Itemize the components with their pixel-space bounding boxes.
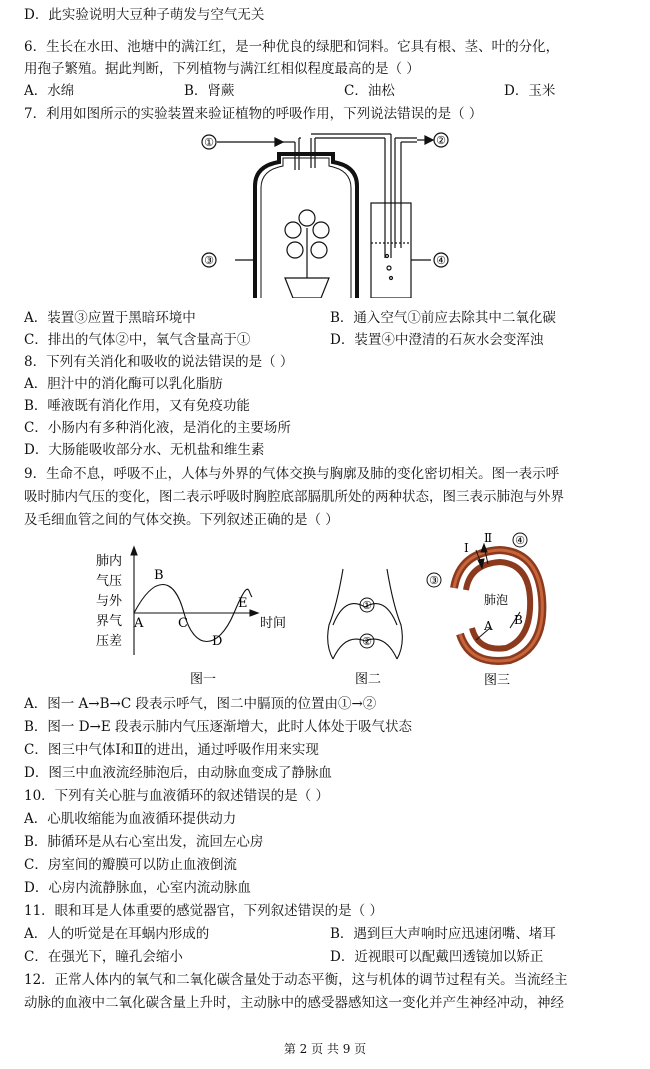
- fig1-ylabel-3: 与外: [96, 594, 123, 609]
- q11-option-c: C．在强光下，瞳孔会缩小: [24, 949, 183, 965]
- q8-option-b: B．唾液既有消化作用，又有免疫功能: [24, 398, 250, 414]
- marker-1: ①: [204, 136, 214, 149]
- q11-stem: 11．眼和耳是人体重要的感觉器官，下列叙述错误的是（ ）: [24, 903, 383, 919]
- q11-option-b: B．遇到巨大声响时应迅速闭嘴、堵耳: [330, 926, 556, 942]
- q6-option-a: A．水绵: [24, 83, 75, 99]
- fig1-xlabel: 时间: [260, 616, 287, 631]
- q5-option-d: D．此实验说明大豆种子萌发与空气无关: [24, 7, 265, 23]
- q8-option-d: D．大肠能吸收部分水、无机盐和维生素: [24, 442, 265, 458]
- q9-option-c: C．图三中气体Ⅰ和Ⅱ的进出，通过呼吸作用来实现: [24, 742, 319, 758]
- marker-2: ②: [436, 134, 446, 147]
- q10-option-c: C．房室间的瓣膜可以防止血液倒流: [24, 857, 237, 873]
- q8-stem: 8．下列有关消化和吸收的说法错误的是（ ）: [24, 354, 294, 370]
- q7-option-a: A．装置③应置于黑暗环境中: [24, 310, 196, 326]
- q6-stem-line1: 6．生长在水田、池塘中的满江红，是一种优良的绿肥和饲料。它具有根、茎、叶的分化，: [24, 39, 560, 55]
- fig3-point-b: B: [514, 613, 523, 627]
- q6-option-b: B．肾蕨: [184, 83, 235, 99]
- fig3-caption: 图三: [484, 673, 511, 688]
- fig3-point-a: A: [484, 619, 493, 633]
- q8-option-a: A．胆汁中的消化酶可以乳化脂肪: [24, 376, 223, 392]
- q9-option-b: B．图一 D→E 段表示肺内气压逐渐增大，此时人体处于吸气状态: [24, 719, 412, 735]
- q9-stem-line3: 及毛细血管之间的气体交换。下列叙述正确的是（ ）: [24, 512, 339, 528]
- fig3-gas-1: Ⅰ: [464, 541, 469, 555]
- page-footer: 第 2 页 共 9 页: [283, 1042, 367, 1056]
- figure-1-pressure-curve: [88, 545, 298, 685]
- fig1-ylabel-5: 压差: [96, 634, 123, 649]
- q7-apparatus-figure: [195, 128, 455, 298]
- fig3-gas-2: Ⅱ: [484, 531, 493, 545]
- figure-3-alveolus: [420, 528, 560, 688]
- q6-option-c: C．油松: [344, 83, 395, 99]
- fig1-point-e: E: [238, 596, 248, 611]
- fig1-point-b: B: [154, 568, 164, 583]
- q7-stem: 7．利用如图所示的实验装置来验证植物的呼吸作用，下列说法错误的是（ ）: [24, 106, 483, 122]
- q6-options: [24, 80, 555, 102]
- q12-stem-line2: 动脉的血液中二氧化碳含量上升时，主动脉中的感受器感知这一变化并产生神经冲动，神经: [24, 995, 564, 1011]
- fig1-point-d: D: [212, 634, 223, 649]
- figure-2-diaphragm: [325, 565, 405, 685]
- fig1-point-c: C: [178, 616, 188, 631]
- marker-3: ③: [204, 254, 214, 267]
- q10-option-a: A．心肌收缩能为血液循环提供动力: [24, 811, 237, 827]
- q9-stem-line1: 9．生命不息，呼吸不止，人体与外界的气体交换与胸廓及肺的变化密切相关。图一表示呼: [24, 466, 560, 482]
- q9-option-d: D．图三中血液流经肺泡后，由动脉血变成了静脉血: [24, 765, 332, 781]
- q12-stem-line1: 12．正常人体内的氧气和二氧化碳含量处于动态平衡，这与机体的调节过程有关。当流经主: [24, 972, 568, 988]
- q8-option-c: C．小肠内有多种消化液，是消化的主要场所: [24, 420, 291, 436]
- marker-4: ④: [436, 254, 446, 267]
- fig3-marker-4: ④: [515, 534, 525, 547]
- fig2-marker-1: ①: [362, 599, 372, 612]
- q6-option-d: D．玉米: [504, 83, 556, 99]
- fig1-caption: 图一: [190, 672, 217, 685]
- fig1-ylabel-4: 界气: [96, 614, 123, 629]
- q10-stem: 10．下列有关心脏与血液循环的叙述错误的是（ ）: [24, 788, 329, 804]
- fig1-point-a: A: [134, 616, 144, 631]
- q7-option-b: B．通入空气①前应去除其中二氧化碳: [330, 310, 556, 326]
- fig1-ylabel-1: 肺内: [96, 554, 123, 569]
- fig3-marker-3: ③: [429, 574, 439, 587]
- fig2-marker-2: ②: [362, 635, 372, 648]
- q10-option-b: B．肺循环是从右心室出发，流回左心房: [24, 834, 264, 850]
- fig1-ylabel-2: 气压: [96, 574, 123, 589]
- fig2-caption: 图二: [355, 672, 382, 685]
- fig3-alveolus-label: 肺泡: [484, 593, 509, 607]
- q6-stem-line2: 用孢子繁殖。据此判断，下列植物与满江红相似程度最高的是（ ）: [24, 61, 420, 77]
- q7-option-c: C．排出的气体②中，氧气含量高于①: [24, 332, 251, 348]
- q9-option-a: A．图一 A→B→C 段表示呼气，图二中膈顶的位置由①→②: [24, 696, 377, 712]
- q7-option-d: D．装置④中澄清的石灰水会变浑浊: [330, 332, 544, 348]
- q9-stem-line2: 吸时肺内气压的变化，图二表示呼吸时胸腔底部膈肌所处的两种状态，图三表示肺泡与外界: [24, 489, 564, 505]
- q11-option-a: A．人的听觉是在耳蜗内形成的: [24, 926, 210, 942]
- q11-option-d: D．近视眼可以配戴凹透镜加以矫正: [330, 949, 544, 965]
- q10-option-d: D．心房内流静脉血，心室内流动脉血: [24, 880, 251, 896]
